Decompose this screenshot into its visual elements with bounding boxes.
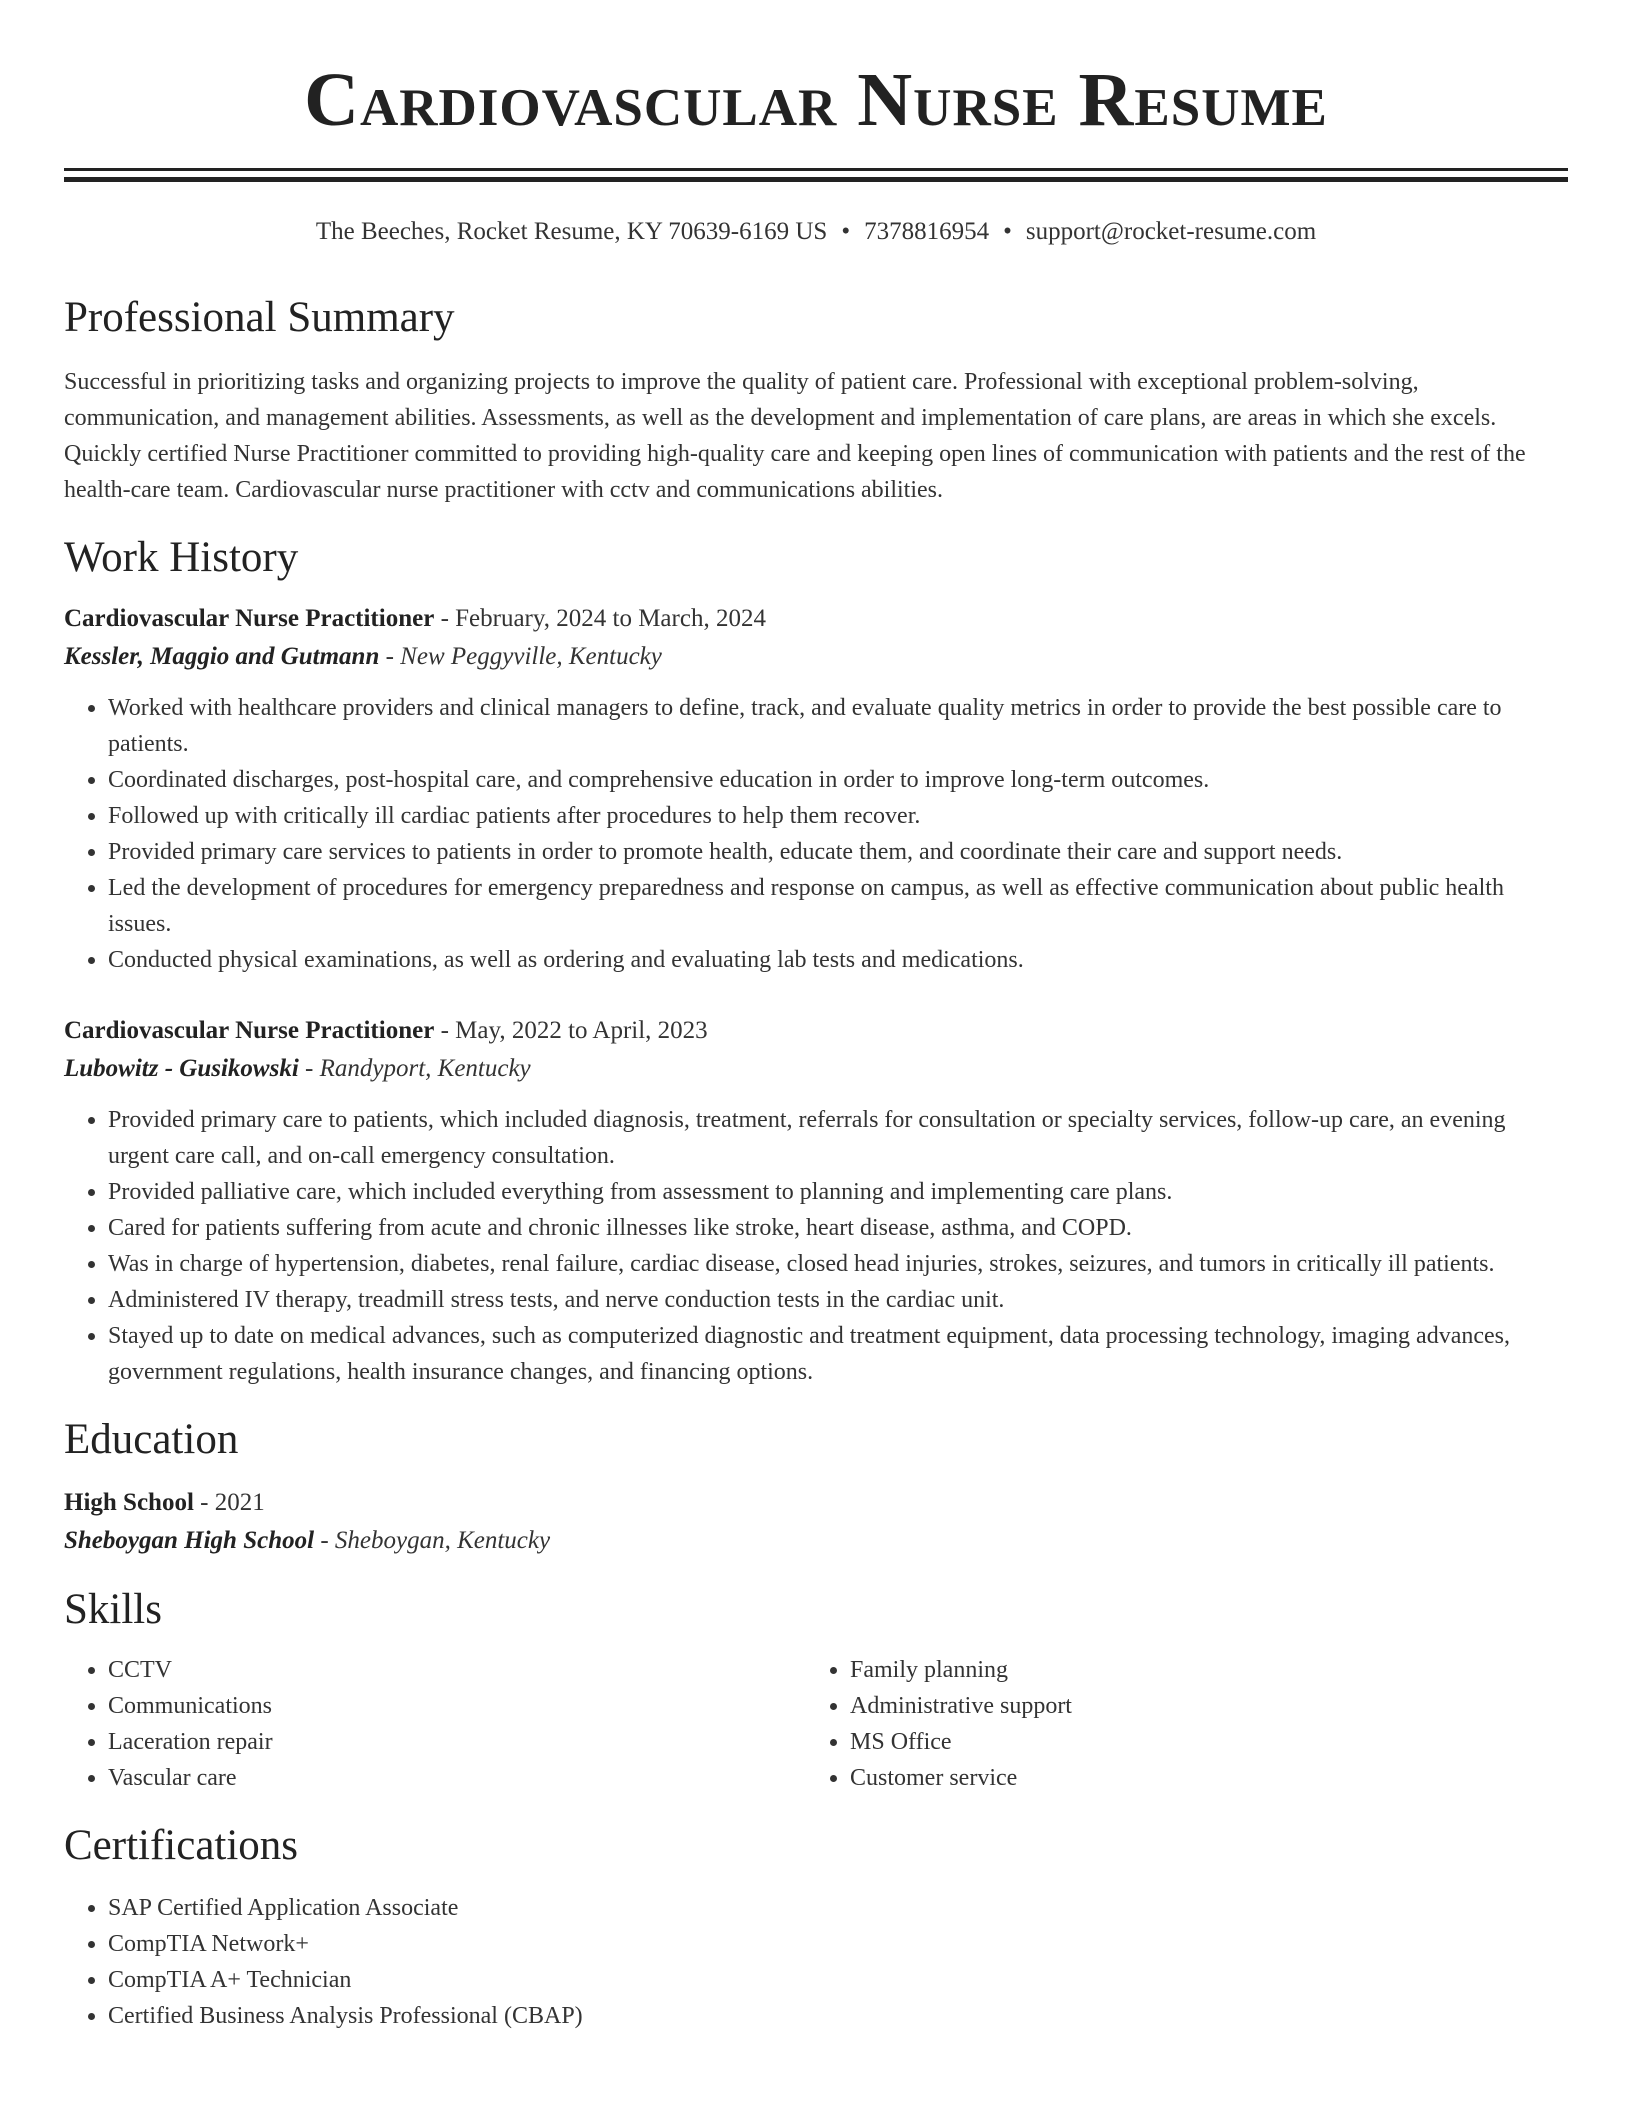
job-title: Cardiovascular Nurse Practitioner (64, 1017, 435, 1044)
list-item: • Provided primary care to patients, which included diagnosis, treatment, referrals for consultation or specialty services, follow-up care, an evening urgent care call, and on-call emergency consultation. (108, 1102, 1568, 1174)
education-section (64, 1414, 1568, 1560)
resume-title: Cardiovascular Nurse Resume (304, 58, 1328, 142)
list-item: • CCTV (108, 1652, 806, 1688)
job-bullets (64, 1102, 1568, 1390)
list-item: • Provided palliative care, which included everything from assessment to planning and implementing care plans. (108, 1174, 1568, 1210)
list-item: • CompTIA Network+ (108, 1926, 1568, 1962)
contact-separator: • (841, 218, 851, 245)
list-item: • CompTIA A+ Technician (108, 1962, 1568, 1998)
contact-phone: 7378816954 (864, 218, 990, 245)
list-item: • Provided primary care services to patients in order to promote health, educate them, and coordinate their care and support needs. (108, 834, 1568, 870)
job-entry (64, 600, 1568, 978)
list-item: • Cared for patients suffering from acute and chronic illnesses like stroke, heart disease, asthma, and COPD. (108, 1210, 1568, 1246)
list-item: • Laceration repair (108, 1724, 806, 1760)
section-heading: Work History (64, 534, 299, 581)
list-item: • Worked with healthcare providers and clinical managers to define, track, and evaluate quality metrics in order to provide the best possible care to patients. (108, 690, 1568, 762)
education-entry (64, 1484, 1568, 1560)
list-item: • Family planning (850, 1652, 1548, 1688)
education-location: - Sheboygan, Kentucky (314, 1527, 551, 1554)
title-rule-thin (64, 168, 1568, 171)
job-entry (64, 1012, 1568, 1390)
education-year: - 2021 (193, 1489, 265, 1516)
list-item: • Communications (108, 1688, 806, 1724)
section-heading: Skills (64, 1586, 162, 1633)
list-item: • Vascular care (108, 1760, 806, 1796)
contact-address: The Beeches, Rocket Resume, KY 70639-6169 US (315, 218, 828, 245)
contact-line (64, 216, 1568, 248)
summary-text: Successful in prioritizing tasks and organizing projects to improve the quality of patient care. Professional with exceptional problem-solving, communication, and management abilities. Assessments, as well as the development and implementation of care plans, are areas in which she excels. Quickly certified Nurse Practitioner committed to providing high-quality care and keeping open lines of communication with patients and the rest of the health-care team. Cardiovascular nurse practitioner with cctv and communications abilities. (64, 369, 1526, 503)
education-degree: High School (64, 1489, 194, 1516)
list-item: • Customer service (850, 1760, 1548, 1796)
list-item: • MS Office (850, 1724, 1548, 1760)
title-rule-thick (64, 177, 1568, 182)
education-school: Sheboygan High School (64, 1527, 315, 1554)
section-heading: Professional Summary (64, 294, 455, 341)
list-item: • Administered IV therapy, treadmill stress tests, and nerve conduction tests in the cardiac unit. (108, 1282, 1568, 1318)
certifications-section (64, 1820, 1568, 2034)
contact-email: support@rocket-resume.com (1025, 218, 1317, 245)
job-header (64, 600, 1568, 638)
section-heading: Certifications (64, 1822, 299, 1869)
list-item: • SAP Certified Application Associate (108, 1890, 1568, 1926)
contact-separator: • (1003, 218, 1012, 245)
job-bullets (64, 690, 1568, 978)
job-location: - Randyport, Kentucky (298, 1055, 531, 1082)
skills-section (64, 1584, 1568, 1796)
skills-column-right (806, 1652, 1548, 1796)
list-item: • Stayed up to date on medical advances, such as computerized diagnostic and treatment equipment, data processing technology, imaging advances, government regulations, health insurance changes, and financing options. (108, 1318, 1568, 1390)
job-company: Kessler, Maggio and Gutmann (64, 643, 380, 670)
section-heading: Education (64, 1416, 239, 1463)
list-item: • Certified Business Analysis Professional (CBAP) (108, 1998, 1568, 2034)
job-location: - New Peggyville, Kentucky (379, 643, 662, 670)
work-history-section (64, 532, 1568, 1390)
job-title: Cardiovascular Nurse Practitioner (64, 605, 435, 632)
education-header (64, 1484, 1568, 1522)
education-school-line (64, 1522, 1568, 1560)
job-company: Lubowitz - Gusikowski (64, 1055, 299, 1082)
job-dates: - February, 2024 to March, 2024 (434, 605, 766, 632)
certifications-list (64, 1890, 1568, 2034)
skills-grid (64, 1652, 1568, 1796)
skills-column-left (64, 1652, 806, 1796)
job-header (64, 1012, 1568, 1050)
job-employer (64, 1050, 1568, 1088)
list-item: • Conducted physical examinations, as well as ordering and evaluating lab tests and medications. (108, 942, 1568, 978)
job-dates: - May, 2022 to April, 2023 (434, 1017, 708, 1044)
list-item: • Was in charge of hypertension, diabetes, renal failure, cardiac disease, closed head injuries, strokes, seizures, and tumors in critically ill patients. (108, 1246, 1568, 1282)
list-item: • Coordinated discharges, post-hospital care, and comprehensive education in order to improve long-term outcomes. (108, 762, 1568, 798)
list-item: • Led the development of procedures for emergency preparedness and response on campus, as well as effective communication about public health issues. (108, 870, 1568, 942)
professional-summary-section (64, 292, 1568, 508)
job-employer (64, 638, 1568, 676)
list-item: • Administrative support (850, 1688, 1548, 1724)
list-item: • Followed up with critically ill cardiac patients after procedures to help them recover. (108, 798, 1568, 834)
